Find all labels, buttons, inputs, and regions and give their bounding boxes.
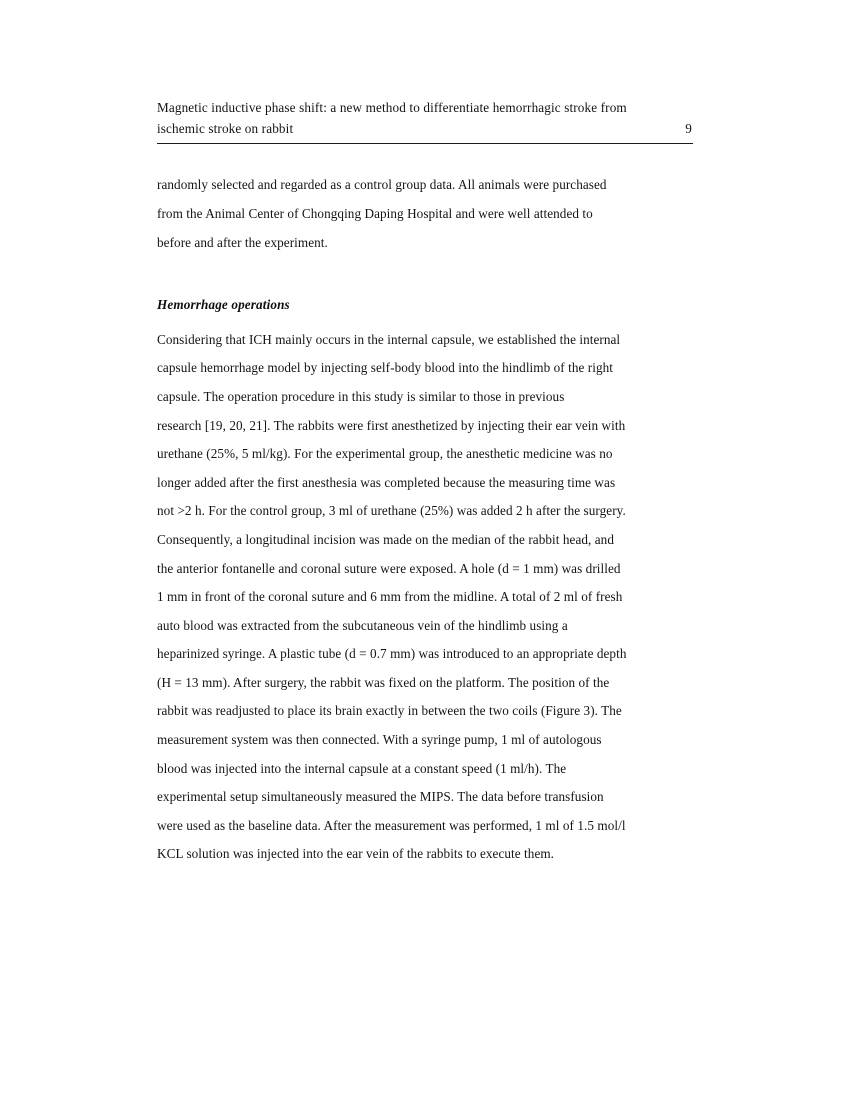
text-line: urethane (25%, 5 ml/kg). For the experimental group, the anesthetic medicine was no: [157, 446, 613, 462]
page-content: [157, 98, 693, 869]
running-header-line-2: ischemic stroke on rabbit: [157, 120, 294, 136]
paragraph-continuation: [157, 171, 693, 257]
text-line: KCL solution was injected into the ear vein of the rabbits to execute them.: [157, 846, 555, 862]
text-line: 1 mm in front of the coronal suture and 6 mm from the midline. A total of 2 ml of fresh: [157, 589, 623, 605]
text-line: research [19, 20, 21]. The rabbits were first anesthetized by injecting their ear vein with: [157, 417, 626, 433]
text-line: the anterior fontanelle and coronal suture were exposed. A hole (d = 1 mm) was drilled: [157, 560, 621, 576]
text-line: were used as the baseline data. After the measurement was performed, 1 ml of 1.5 mol/l: [157, 817, 626, 833]
page-number: 9: [685, 120, 692, 136]
text-line: experimental setup simultaneously measured the MIPS. The data before transfusion: [157, 789, 604, 805]
text-line: Considering that ICH mainly occurs in the internal capsule, we established the internal: [157, 331, 621, 347]
text-line: capsule. The operation procedure in this study is similar to those in previous: [157, 388, 565, 404]
spacer-above-heading: [157, 257, 693, 291]
text-line: (H = 13 mm). After surgery, the rabbit was fixed on the platform. The position of the: [157, 674, 610, 690]
text-line: auto blood was extracted from the subcutaneous vein of the hindlimb using a: [157, 617, 568, 633]
text-line: measurement system was then connected. With a syringe pump, 1 ml of autologous: [157, 732, 602, 748]
section-heading-hemorrhage-operations: Hemorrhage operations: [157, 297, 290, 313]
text-line: not >2 h. For the control group, 3 ml of urethane (25%) was added 2 h after the surgery.: [157, 503, 626, 519]
text-line: blood was injected into the internal capsule at a constant speed (1 ml/h). The: [157, 760, 567, 776]
running-header: [157, 98, 693, 144]
text-line: before and after the experiment.: [157, 234, 328, 250]
text-line: Consequently, a longitudinal incision was made on the median of the rabbit head, and: [157, 531, 614, 547]
header-rule-divider: [157, 143, 693, 144]
text-line: randomly selected and regarded as a control group data. All animals were purchased: [157, 177, 607, 193]
running-header-line-2-row: [157, 119, 693, 140]
text-line: rabbit was readjusted to place its brain exactly in between the two coils (Figure 3). The: [157, 703, 622, 719]
text-line: heparinized syringe. A plastic tube (d = 0.7 mm) was introduced to an appropriate depth: [157, 646, 627, 662]
text-line: capsule hemorrhage model by injecting self-body blood into the hindlimb of the right: [157, 360, 614, 376]
body-text: [157, 171, 693, 869]
text-line: from the Animal Center of Chongqing Daping Hospital and were well attended to: [157, 205, 593, 221]
paragraph-hemorrhage-operations: [157, 326, 693, 869]
text-line: longer added after the first anesthesia was completed because the measuring time was: [157, 474, 616, 490]
running-header-line-1: Magnetic inductive phase shift: a new method to differentiate hemorrhagic stroke from: [157, 100, 627, 115]
